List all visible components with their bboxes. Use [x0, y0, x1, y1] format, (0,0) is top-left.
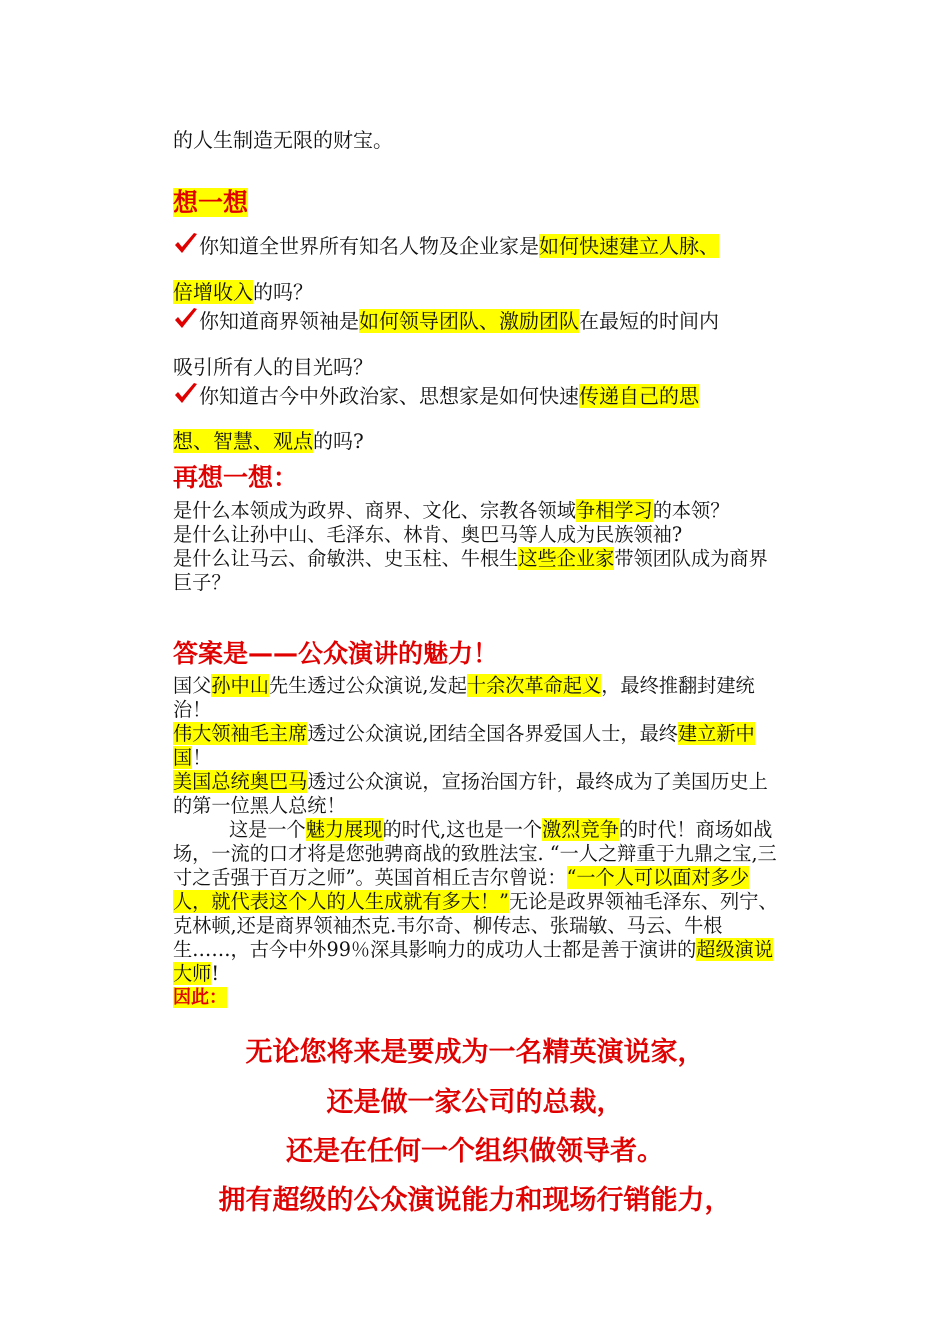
rethink-item-2: 是什么让孙中山、毛泽东、林肯、奥巴马等人成为民族领袖?: [173, 523, 683, 546]
answer-item-1: 国父孙中山先生透过公众演说,发起十余次革命起义，最终推翻封建统治！: [173, 674, 755, 721]
question-3-line-1: 你知道古今中外政治家、思想家是如何快速传递自己的思: [173, 380, 699, 409]
question-2-line-2: 吸引所有人的目光吗？: [173, 355, 373, 379]
question-3-line-2: 想、智慧、观点的吗?: [173, 429, 364, 453]
checkmark-icon: [173, 231, 199, 257]
answer-heading: 答案是——公众演讲的魅力！: [173, 639, 499, 668]
checkmark-icon: [173, 381, 199, 407]
answer-paragraph: [173, 674, 783, 1010]
rethink-heading: 再想一想：: [173, 463, 299, 492]
question-1-line-2: 倍增收入的吗？: [173, 280, 313, 304]
question-2-line-1: 你知道商界领袖是如何领导团队、激励团队在最短的时间内: [173, 305, 719, 334]
answer-item-3: 美国总统奥巴马透过公众演说，宣扬治国方针，最终成为了美国历史上的第一位黑人总统！: [173, 770, 768, 817]
rethink-item-3: 是什么让马云、俞敏洪、史玉柱、牛根生这些企业家带领团队成为商界巨子？: [173, 547, 768, 594]
rethink-paragraph: [173, 499, 783, 595]
checkmark-icon: [173, 306, 199, 332]
think-heading: 想一想: [173, 188, 249, 217]
closing-line-3: 还是在任何一个组织做领导者。: [286, 1136, 664, 1167]
closing-line-1: 无论您将来是要成为一名精英演说家，: [245, 1037, 705, 1068]
closing-line-2: 还是做一家公司的总裁，: [326, 1087, 624, 1118]
closing-line-4: 拥有超级的公众演说能力和现场行销能力，: [218, 1185, 732, 1216]
intro-tail: 的人生制造无限的财宝。: [173, 128, 393, 152]
answer-item-2: 伟大领袖毛主席透过公众演说,团结全国各界爱国人士，最终建立新中国！: [173, 722, 755, 769]
answer-item-4: 这是一个魅力展现的时代,这也是一个激烈竞争的时代！商场如战场，一流的口才将是您弛骋商战的致胜法宝. “一人之辩重于九鼎之宝,三寸之舌强于百万之师”。英国首相丘吉尔曾说：“一个人可以面对多少人，就代表这个人的人生成就有多大！”无论是政界领袖毛泽东、列宁、克林顿,还是商界领袖杰克.韦尔奇、柳传志、张瑞敏、马云、牛根生……，古今中外99％深具影响力的成功人士都是善于演讲的超级演说大师!: [173, 818, 778, 985]
therefore-label: 因此：: [173, 987, 227, 1008]
rethink-item-1: 是什么本领成为政界、商界、文化、宗教各领域争相学习的本领？: [173, 499, 730, 522]
question-1-line-1: 你知道全世界所有知名人物及企业家是如何快速建立人脉、: [173, 230, 719, 259]
